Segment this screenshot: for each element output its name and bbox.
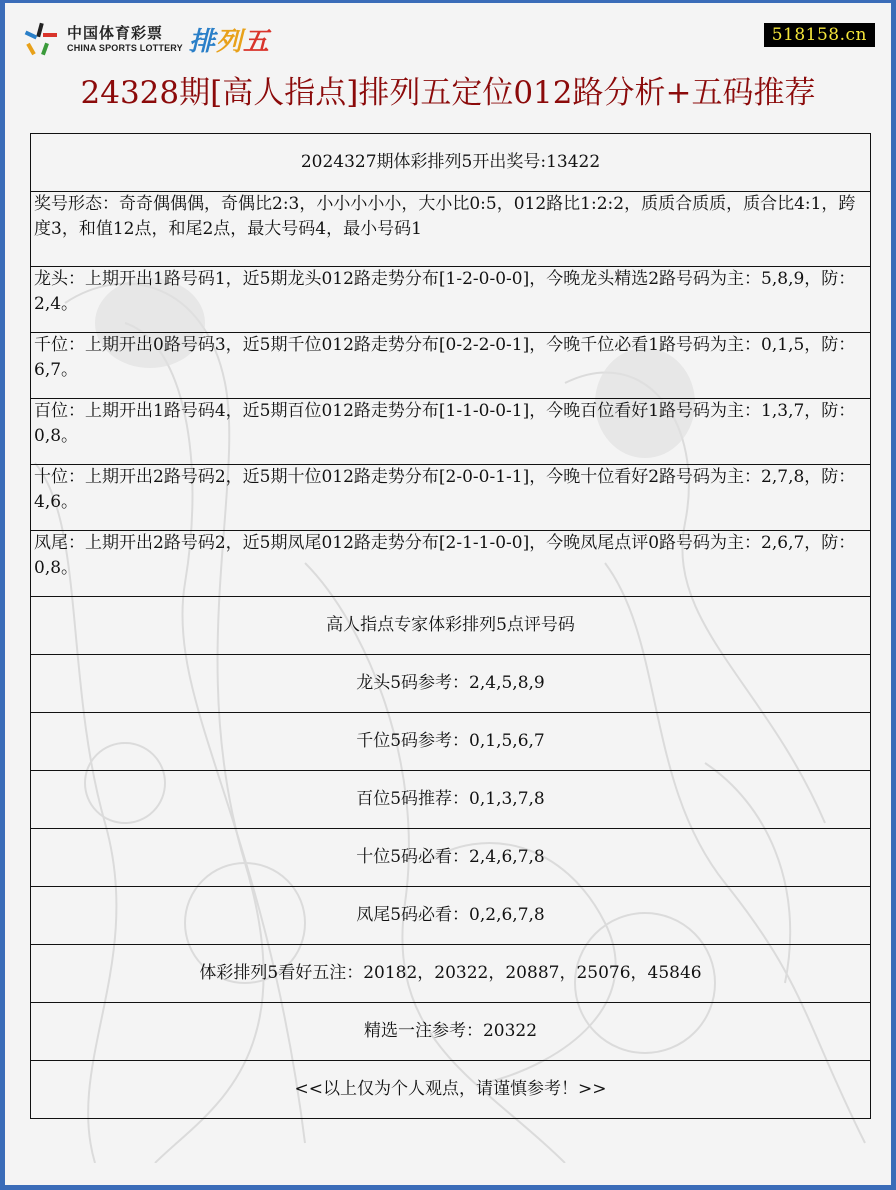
draw-result: 2024327期体彩排列5开出奖号:13422 [31,134,871,192]
five-code-baiwei: 百位5码推荐：0,1,3,7,8 [31,771,871,829]
position-analysis-longtou: 龙头：上期开出1路号码1，近5期龙头012路走势分布[1-2-0-0-0]，今晚龙头精选2路号码为主：5,8,9，防：2,4。 [31,267,871,333]
table-row [31,1061,871,1119]
site-badge: 518158.cn [764,23,875,47]
table-row [31,531,871,597]
position-analysis-qianwei: 千位：上期开出0路号码3，近5期千位012路走势分布[0-2-2-0-1]，今晚千位必看1路号码为主：0,1,5，防：6,7。 [31,333,871,399]
five-picks: 体彩排列5看好五注：20182，20322，20887，25076，45846 [31,945,871,1003]
position-analysis-baiwei: 百位：上期开出1路号码4，近5期百位012路走势分布[1-1-0-0-1]，今晚百位看好1路号码为主：1,3,7，防：0,8。 [31,399,871,465]
draw-pattern: 奖号形态：奇奇偶偶偶，奇偶比2:3，小小小小小，大小比0:5，012路比1:2:2，质质合质质，质合比4:1，跨度3，和值12点，和尾2点，最大号码4，最小号码1 [31,192,871,267]
table-row [31,399,871,465]
china-sports-lottery-logo [21,19,270,59]
logo-brand-pailiewu: 排列五 [188,26,270,57]
table-row [31,597,871,655]
position-analysis-shiwei: 十位：上期开出2路号码2，近5期十位012路走势分布[2-0-0-1-1]，今晚十位看好2路号码为主：2,7,8，防：4,6。 [31,465,871,531]
table-row [31,1003,871,1061]
lottery-star-icon [21,21,61,57]
single-pick: 精选一注参考：20322 [31,1003,871,1061]
table-row [31,887,871,945]
logo-name-en: CHINA SPORTS LOTTERY [67,42,183,53]
header [5,3,891,63]
section-heading: 高人指点专家体彩排列5点评号码 [31,597,871,655]
table-row [31,945,871,1003]
five-code-shiwei: 十位5码必看：2,4,6,7,8 [31,829,871,887]
position-analysis-fengwei: 凤尾：上期开出2路号码2，近5期凤尾012路走势分布[2-1-1-0-0]，今晚凤尾点评0路号码为主：2,6,7，防：0,8。 [31,531,871,597]
table-row [31,829,871,887]
analysis-table [30,133,871,1119]
logo-name-cn: 中国体育彩票 [67,23,164,42]
five-code-qianwei: 千位5码参考：0,1,5,6,7 [31,713,871,771]
table-row [31,333,871,399]
disclaimer: <<以上仅为个人观点，请谨慎参考！>> [31,1061,871,1119]
five-code-longtou: 龙头5码参考：2,4,5,8,9 [31,655,871,713]
table-row [31,713,871,771]
table-row [31,655,871,713]
table-row [31,267,871,333]
table-row [31,134,871,192]
table-row [31,771,871,829]
table-row [31,192,871,267]
page-title: 24328期[高人指点]排列五定位012路分析+五码推荐 [80,75,816,111]
five-code-fengwei: 凤尾5码必看：0,2,6,7,8 [31,887,871,945]
table-row [31,465,871,531]
